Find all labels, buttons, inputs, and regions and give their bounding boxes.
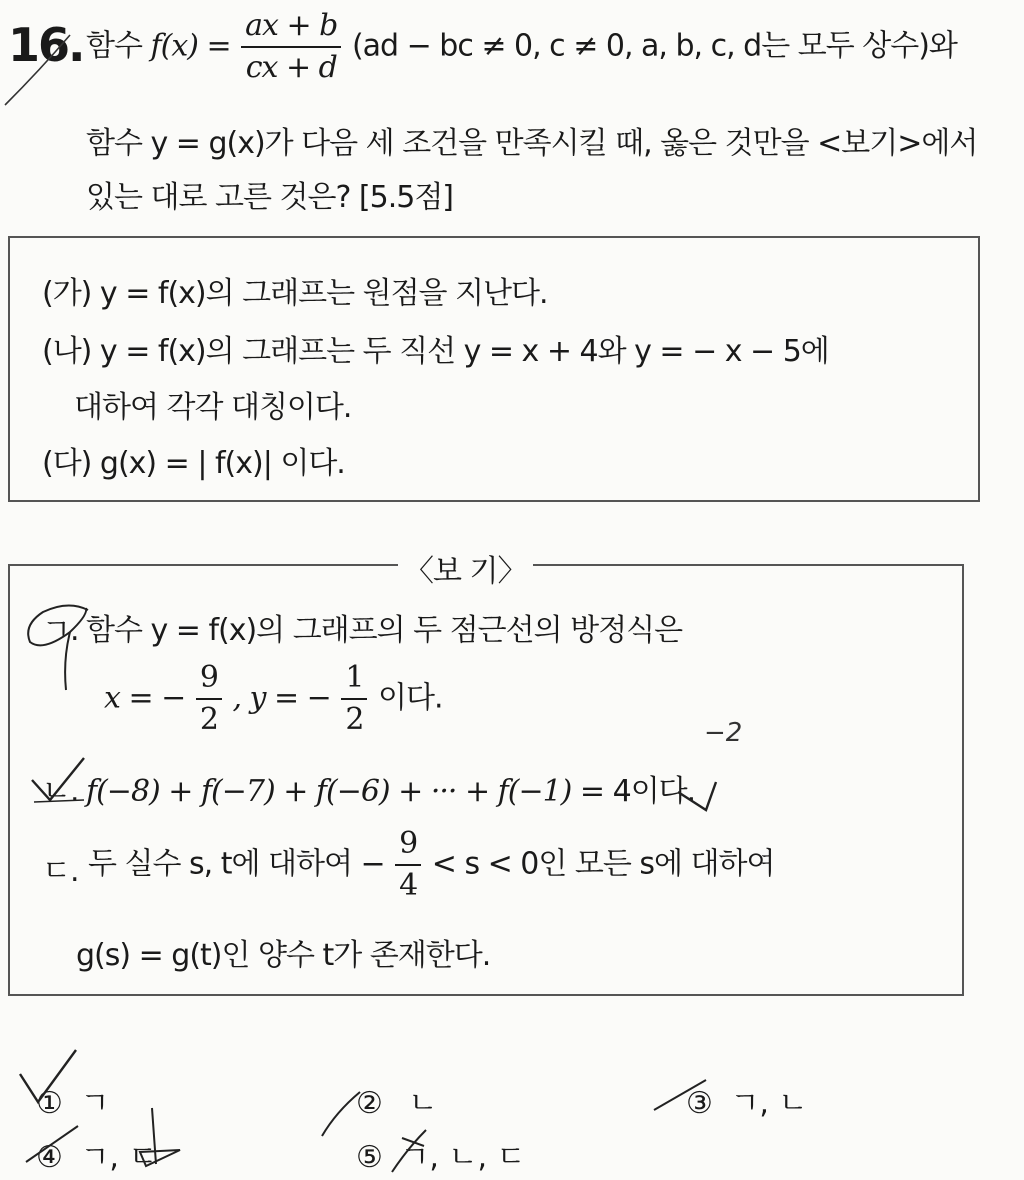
bogi-item-2 bbox=[86, 766, 695, 810]
choice-text: ㄴ bbox=[408, 1086, 438, 1121]
bogi-item-1-text: 함수 y = f(x)의 그래프의 두 점근선의 방정식은 bbox=[86, 613, 683, 648]
choice-5[interactable] bbox=[356, 1132, 526, 1176]
choice-3[interactable] bbox=[686, 1078, 808, 1122]
choice-number: ② bbox=[356, 1086, 383, 1121]
asymptote-y-fraction bbox=[341, 662, 367, 735]
function-lhs: f(x) = bbox=[150, 28, 231, 64]
choice-number: ③ bbox=[686, 1086, 713, 1121]
fraction-numerator: 9 bbox=[395, 828, 421, 866]
function-fraction bbox=[241, 10, 341, 83]
bogi-item-3-line1 bbox=[88, 828, 775, 901]
choice-text: ㄱ bbox=[80, 1086, 110, 1121]
fraction-numerator: 1 bbox=[341, 662, 367, 700]
asymptote-y: , y = − bbox=[232, 680, 331, 716]
sum-value: 4 bbox=[612, 774, 631, 809]
choice-text: ㄱ, ㄷ bbox=[80, 1140, 158, 1175]
intro-prefix: 함수 bbox=[86, 28, 142, 64]
choice-text: ㄱ, ㄴ bbox=[730, 1086, 808, 1121]
fraction-denominator: 4 bbox=[399, 867, 418, 903]
condition-da: (다) g(x) = | f(x)| 이다. bbox=[42, 446, 345, 481]
handwritten-annotation: −2 bbox=[704, 718, 743, 748]
asymptote-end: 이다. bbox=[378, 680, 443, 716]
choice-4[interactable] bbox=[36, 1132, 158, 1176]
condition-na-line1: (나) y = f(x)의 그래프는 두 직선 y = x + 4와 y = − x − 5에 bbox=[42, 334, 829, 369]
bogi-item-1-label: ㄱ. bbox=[42, 613, 79, 648]
item3-text-a: 두 실수 s, t에 대하여 − bbox=[88, 846, 385, 882]
choice-2[interactable] bbox=[356, 1078, 437, 1122]
asymptote-x-fraction bbox=[196, 662, 222, 735]
problem-conditions: (ad − bc ≠ 0, c ≠ 0, a, b, c, d는 모두 상수)와 bbox=[351, 28, 957, 64]
choice-1[interactable] bbox=[36, 1078, 109, 1122]
bogi-item-3-line2: g(s) = g(t)인 양수 t가 존재한다. bbox=[76, 938, 491, 973]
fraction-denominator: 2 bbox=[199, 701, 218, 737]
choice-number: ① bbox=[36, 1086, 63, 1121]
fraction-numerator: 9 bbox=[196, 662, 222, 700]
asymptote-x: x = − bbox=[104, 680, 186, 716]
problem-number: 16. bbox=[8, 18, 84, 72]
bogi-title: 〈보 기〉 bbox=[398, 546, 533, 590]
problem-line-3: 있는 대로 고른 것은? [5.5점] bbox=[86, 180, 454, 215]
fraction-denominator: cx + d bbox=[245, 49, 337, 85]
condition-ga: (가) y = f(x)의 그래프는 원점을 지난다. bbox=[42, 276, 548, 311]
fraction-denominator: 2 bbox=[345, 701, 364, 737]
choice-number: ④ bbox=[36, 1140, 63, 1175]
sum-end: 이다. bbox=[630, 774, 696, 809]
bogi-item-1-asymptotes bbox=[104, 662, 443, 735]
problem-line-2: 함수 y = g(x)가 다음 세 조건을 만족시킬 때, 옳은 것만을 <보기>에서 bbox=[86, 126, 978, 161]
sum-expression: f(−8) + f(−7) + f(−6) + ··· + f(−1) = bbox=[86, 774, 613, 809]
bogi-item-3-label: ㄷ. bbox=[42, 854, 79, 889]
choice-number: ⑤ bbox=[356, 1140, 383, 1175]
fraction-numerator: ax + b bbox=[241, 10, 341, 48]
problem-line-1 bbox=[86, 10, 957, 83]
choice-text: ㄱ, ㄴ, ㄷ bbox=[400, 1140, 526, 1175]
item3-fraction bbox=[395, 828, 421, 901]
item3-text-b: < s < 0인 모든 s에 대하여 bbox=[431, 846, 775, 882]
condition-na-line2: 대하여 각각 대칭이다. bbox=[74, 390, 352, 425]
bogi-item-2-label: ㄴ. bbox=[42, 774, 79, 809]
